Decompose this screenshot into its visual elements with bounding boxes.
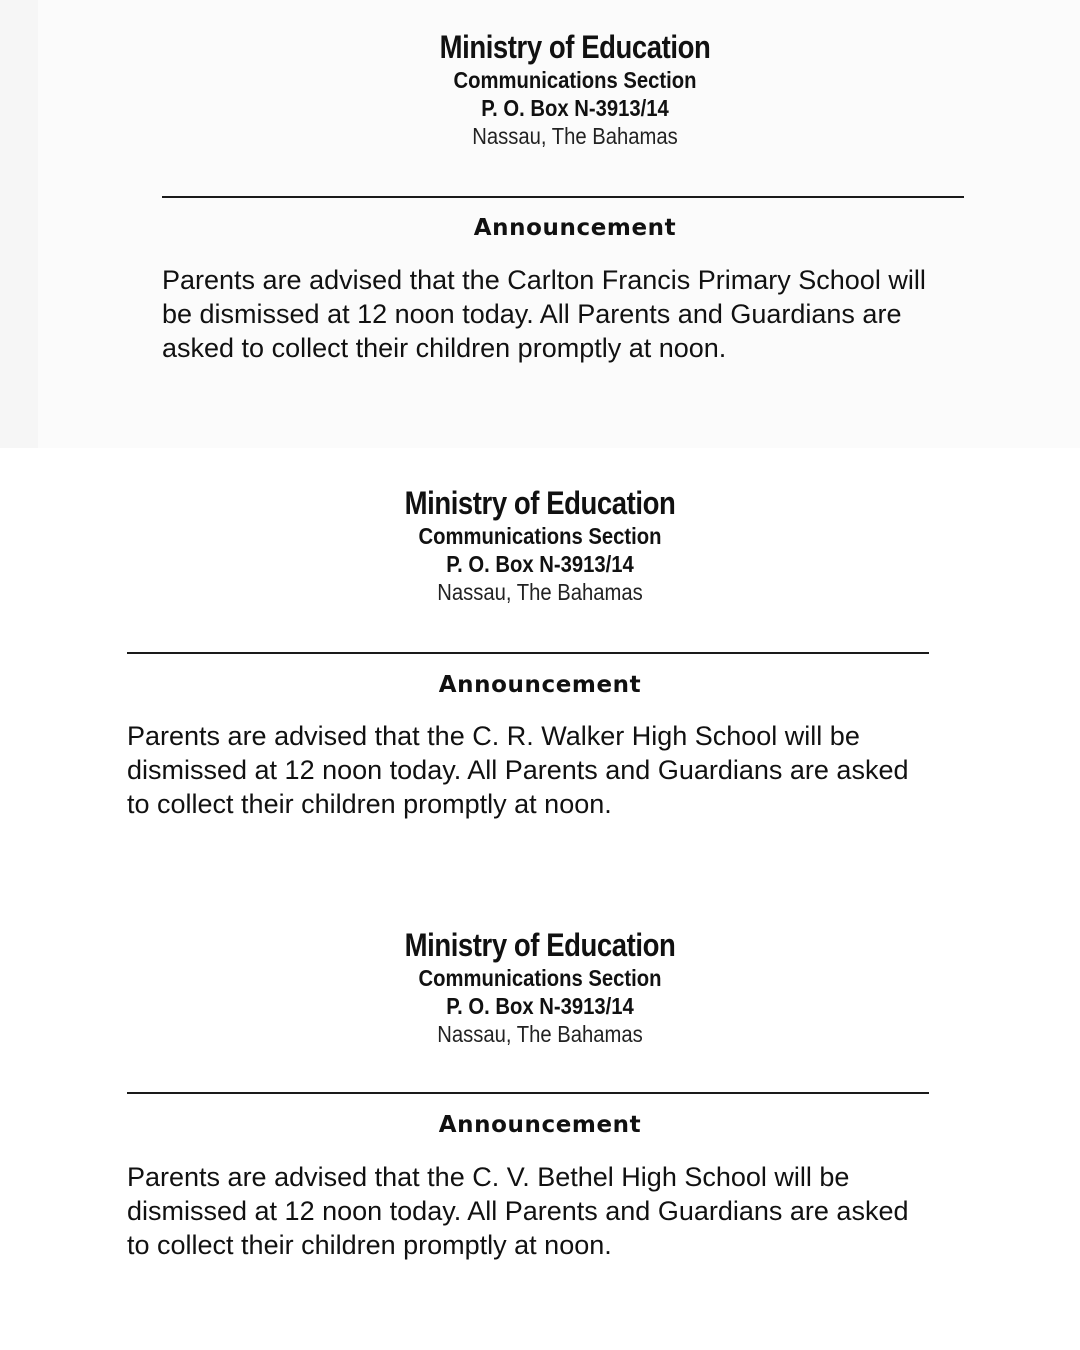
section-name: Communications Section (418, 965, 662, 991)
divider-line (162, 196, 964, 198)
announcement-notice (0, 448, 1080, 900)
body-line: dismissed at 12 noon today. All Parents and Guardians are asked (127, 755, 909, 785)
announcement-heading: Announcement (473, 215, 677, 241)
announcement-body (127, 1160, 947, 1262)
letterhead (375, 28, 775, 150)
announcement-body (127, 719, 947, 821)
announcement-heading: Announcement (438, 672, 642, 698)
letterhead (340, 926, 740, 1048)
section-name: Communications Section (418, 523, 662, 549)
city-line: Nassau, The Bahamas (437, 1021, 643, 1047)
po-box: P. O. Box N-3913/14 (446, 993, 634, 1019)
body-line: Parents are advised that the Carlton Francis Primary School will (162, 265, 926, 295)
section-name: Communications Section (453, 67, 697, 93)
body-line: Parents are advised that the C. R. Walker High School will be (127, 721, 860, 751)
announcement-notice (0, 900, 1080, 1350)
body-line: to collect their children promptly at noon. (127, 789, 612, 819)
body-line: to collect their children promptly at noon. (127, 1230, 612, 1260)
letterhead (340, 484, 740, 606)
body-line: be dismissed at 12 noon today. All Parents and Guardians are (162, 299, 902, 329)
organization-name: Ministry of Education (404, 485, 676, 521)
body-line: Parents are advised that the C. V. Bethel High School will be (127, 1162, 850, 1192)
city-line: Nassau, The Bahamas (437, 579, 643, 605)
body-line: dismissed at 12 noon today. All Parents and Guardians are asked (127, 1196, 909, 1226)
announcement-notice (0, 0, 1080, 448)
divider-line (127, 652, 929, 654)
po-box: P. O. Box N-3913/14 (481, 95, 669, 121)
divider-line (127, 1092, 929, 1094)
announcement-body (162, 263, 982, 365)
po-box: P. O. Box N-3913/14 (446, 551, 634, 577)
organization-name: Ministry of Education (439, 29, 711, 65)
organization-name: Ministry of Education (404, 927, 676, 963)
city-line: Nassau, The Bahamas (472, 123, 678, 149)
announcement-heading: Announcement (438, 1112, 642, 1138)
body-line: asked to collect their children promptly at noon. (162, 333, 727, 363)
